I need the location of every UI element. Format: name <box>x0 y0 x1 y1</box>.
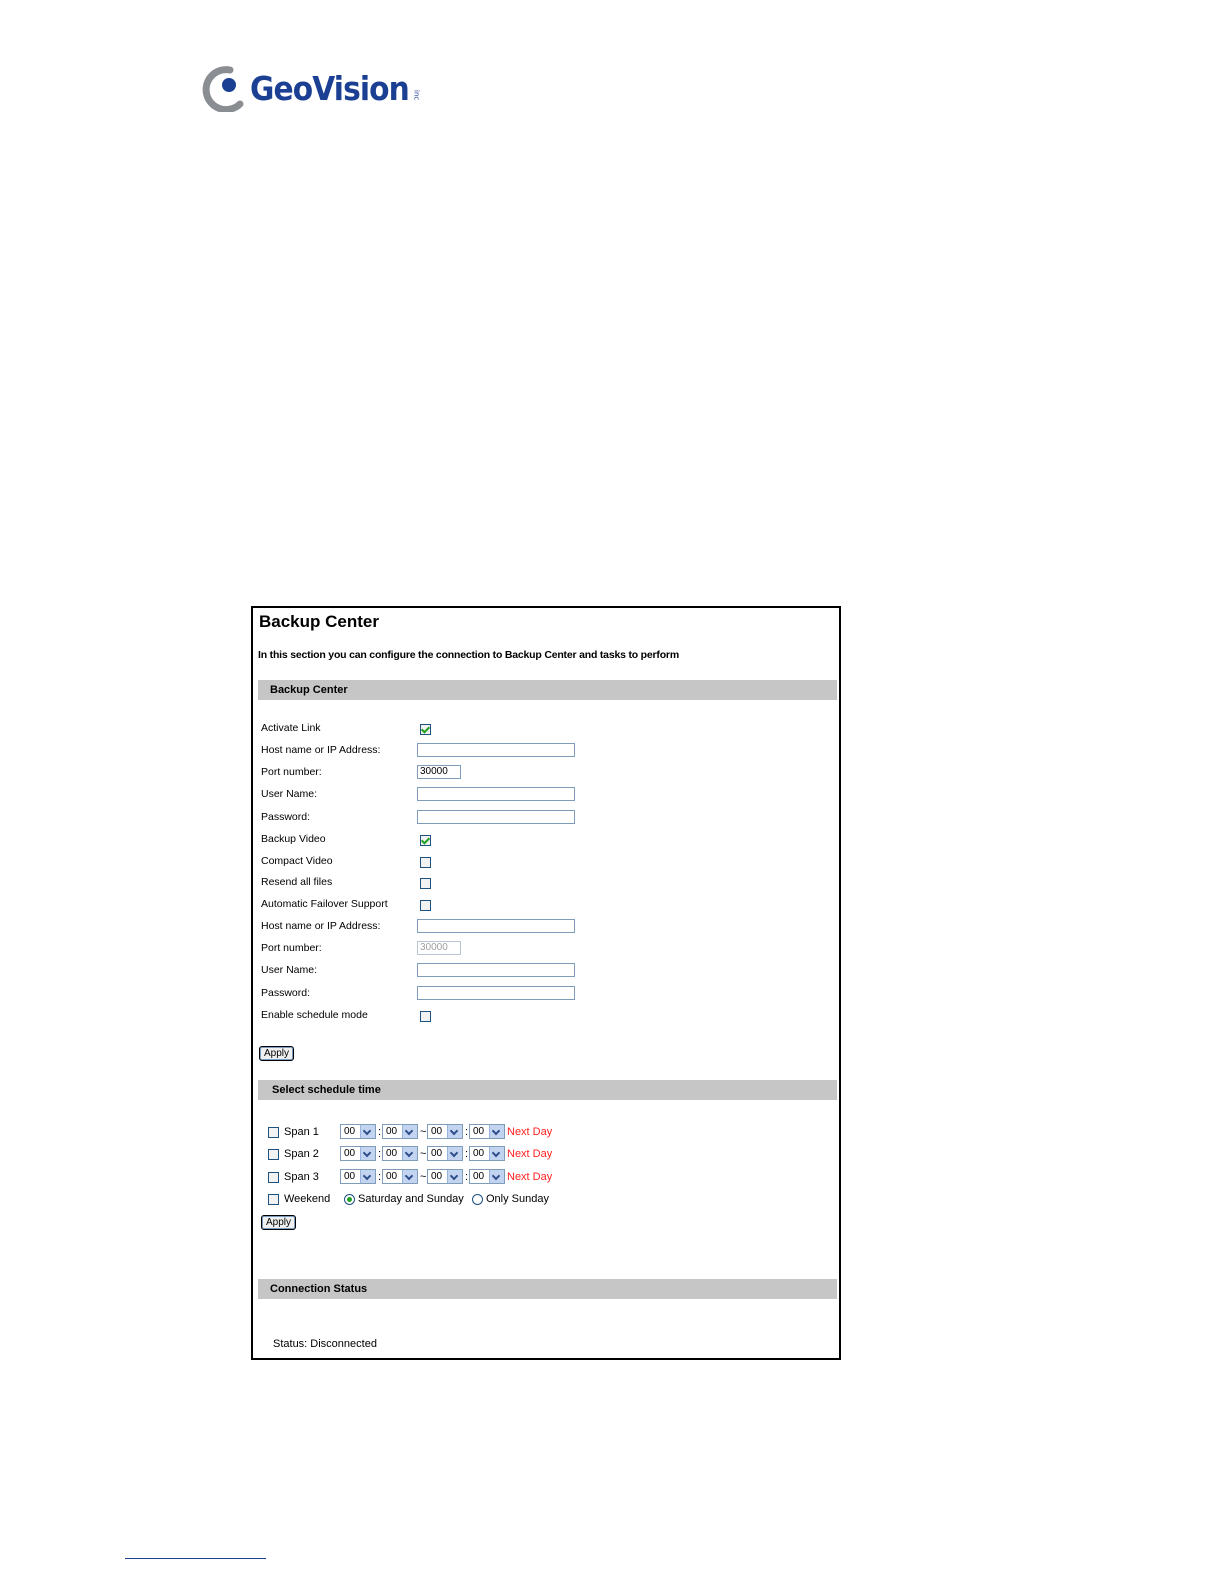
span-2-start-hour-select[interactable] <box>340 1146 376 1161</box>
span-3-end-hour-select[interactable] <box>427 1169 463 1184</box>
span-2-end-min-select[interactable] <box>469 1146 505 1161</box>
chevron-down-icon <box>360 1170 375 1183</box>
schedule-header-label: Select schedule time <box>272 1084 381 1096</box>
page-intro: In this section you can configure the connection to Backup Center and tasks to perform <box>258 649 679 661</box>
enable-schedule-label: Enable schedule mode <box>261 1009 368 1021</box>
span-3-start-min-value: 00 <box>386 1171 398 1182</box>
chevron-down-icon <box>402 1125 417 1138</box>
weekend-checkbox[interactable] <box>268 1194 279 1205</box>
range-separator: ~ <box>420 1171 427 1183</box>
span-2-start-min-select[interactable] <box>382 1146 418 1161</box>
resend-all-files-checkbox[interactable] <box>420 878 431 889</box>
span-3-start-hour-select[interactable] <box>340 1169 376 1184</box>
schedule-header <box>258 1080 837 1100</box>
chevron-down-icon <box>489 1147 504 1160</box>
port-label: Port number: <box>261 766 322 778</box>
span-3-next-day: Next Day <box>507 1171 553 1183</box>
span-3-end-min-select[interactable] <box>469 1169 505 1184</box>
port-input[interactable]: 30000 <box>417 765 461 779</box>
chevron-down-icon <box>489 1170 504 1183</box>
apply-backup-button[interactable]: Apply <box>259 1046 294 1061</box>
chevron-down-icon <box>447 1147 462 1160</box>
span-1-end-hour-value: 00 <box>431 1126 443 1137</box>
failover-password-input[interactable] <box>417 986 575 1000</box>
geovision-logo-icon <box>200 64 248 112</box>
failover-port-label: Port number: <box>261 942 322 954</box>
span-1-start-min-select[interactable] <box>382 1124 418 1139</box>
span-1-next-day: Next Day <box>507 1126 553 1138</box>
failover-support-label: Automatic Failover Support <box>261 898 388 910</box>
span-2-end-min-value: 00 <box>473 1148 485 1159</box>
span-2-label: Span 2 <box>284 1148 319 1160</box>
time-separator: : <box>465 1148 469 1160</box>
password-label: Password: <box>261 811 311 823</box>
failover-username-input[interactable] <box>417 963 575 977</box>
span-1-start-hour-select[interactable] <box>340 1124 376 1139</box>
span-3-end-min-value: 00 <box>473 1171 485 1182</box>
time-separator: : <box>378 1148 382 1160</box>
geovision-logo <box>200 60 421 116</box>
saturday-sunday-label: Saturday and Sunday <box>358 1193 464 1205</box>
failover-username-label: User Name: <box>261 964 318 976</box>
logo-text: GeoVision <box>250 68 409 108</box>
password-input[interactable] <box>417 810 575 824</box>
span-1-end-min-value: 00 <box>473 1126 485 1137</box>
span-3-end-hour-value: 00 <box>431 1171 443 1182</box>
chevron-down-icon <box>402 1147 417 1160</box>
failover-port-input: 30000 <box>417 941 461 955</box>
backup-center-header-label: Backup Center <box>270 684 348 696</box>
backup-center-panel <box>251 606 841 1360</box>
span-3-start-min-select[interactable] <box>382 1169 418 1184</box>
chevron-down-icon <box>489 1125 504 1138</box>
logo-inc: inc <box>412 89 421 101</box>
span-1-end-min-select[interactable] <box>469 1124 505 1139</box>
time-separator: : <box>465 1126 469 1138</box>
span-1-checkbox[interactable] <box>268 1127 279 1138</box>
span-1-start-hour-value: 00 <box>344 1126 356 1137</box>
failover-support-checkbox[interactable] <box>420 900 431 911</box>
only-sunday-radio[interactable] <box>472 1194 483 1205</box>
backup-video-label: Backup Video <box>261 833 326 845</box>
chevron-down-icon <box>402 1170 417 1183</box>
connection-status-header-label: Connection Status <box>270 1283 368 1295</box>
span-2-next-day: Next Day <box>507 1148 553 1160</box>
time-separator: : <box>465 1171 469 1183</box>
span-2-checkbox[interactable] <box>268 1149 279 1160</box>
resend-all-files-label: Resend all files <box>261 876 333 888</box>
footer-divider <box>125 1558 266 1559</box>
apply-schedule-button[interactable]: Apply <box>261 1215 296 1230</box>
time-separator: : <box>378 1171 382 1183</box>
chevron-down-icon <box>360 1125 375 1138</box>
compact-video-label: Compact Video <box>261 855 333 867</box>
span-2-start-hour-value: 00 <box>344 1148 356 1159</box>
chevron-down-icon <box>447 1170 462 1183</box>
enable-schedule-checkbox[interactable] <box>420 1011 431 1022</box>
backup-center-header <box>258 680 837 700</box>
connection-status-text: Status: Disconnected <box>273 1338 377 1350</box>
span-1-end-hour-select[interactable] <box>427 1124 463 1139</box>
weekend-label: Weekend <box>284 1193 331 1205</box>
chevron-down-icon <box>447 1125 462 1138</box>
connection-status-header <box>258 1279 837 1299</box>
chevron-down-icon <box>360 1147 375 1160</box>
username-label: User Name: <box>261 788 318 800</box>
username-input[interactable] <box>417 787 575 801</box>
backup-video-checkbox[interactable] <box>420 835 431 846</box>
span-3-start-hour-value: 00 <box>344 1171 356 1182</box>
host-label: Host name or IP Address: <box>261 744 381 756</box>
span-1-label: Span 1 <box>284 1126 319 1138</box>
span-3-checkbox[interactable] <box>268 1172 279 1183</box>
failover-host-input[interactable] <box>417 919 575 933</box>
span-2-end-hour-select[interactable] <box>427 1146 463 1161</box>
failover-host-label: Host name or IP Address: <box>261 920 381 932</box>
range-separator: ~ <box>420 1148 427 1160</box>
span-1-start-min-value: 00 <box>386 1126 398 1137</box>
span-2-start-min-value: 00 <box>386 1148 398 1159</box>
only-sunday-label: Only Sunday <box>486 1193 549 1205</box>
saturday-sunday-radio[interactable] <box>344 1194 355 1205</box>
range-separator: ~ <box>420 1126 427 1138</box>
activate-link-label: Activate Link <box>261 722 321 734</box>
span-3-label: Span 3 <box>284 1171 319 1183</box>
span-2-end-hour-value: 00 <box>431 1148 443 1159</box>
compact-video-checkbox[interactable] <box>420 857 431 868</box>
failover-password-label: Password: <box>261 987 311 999</box>
page-title: Backup Center <box>259 612 379 631</box>
activate-link-checkbox[interactable] <box>420 724 431 735</box>
host-input[interactable] <box>417 743 575 757</box>
time-separator: : <box>378 1126 382 1138</box>
